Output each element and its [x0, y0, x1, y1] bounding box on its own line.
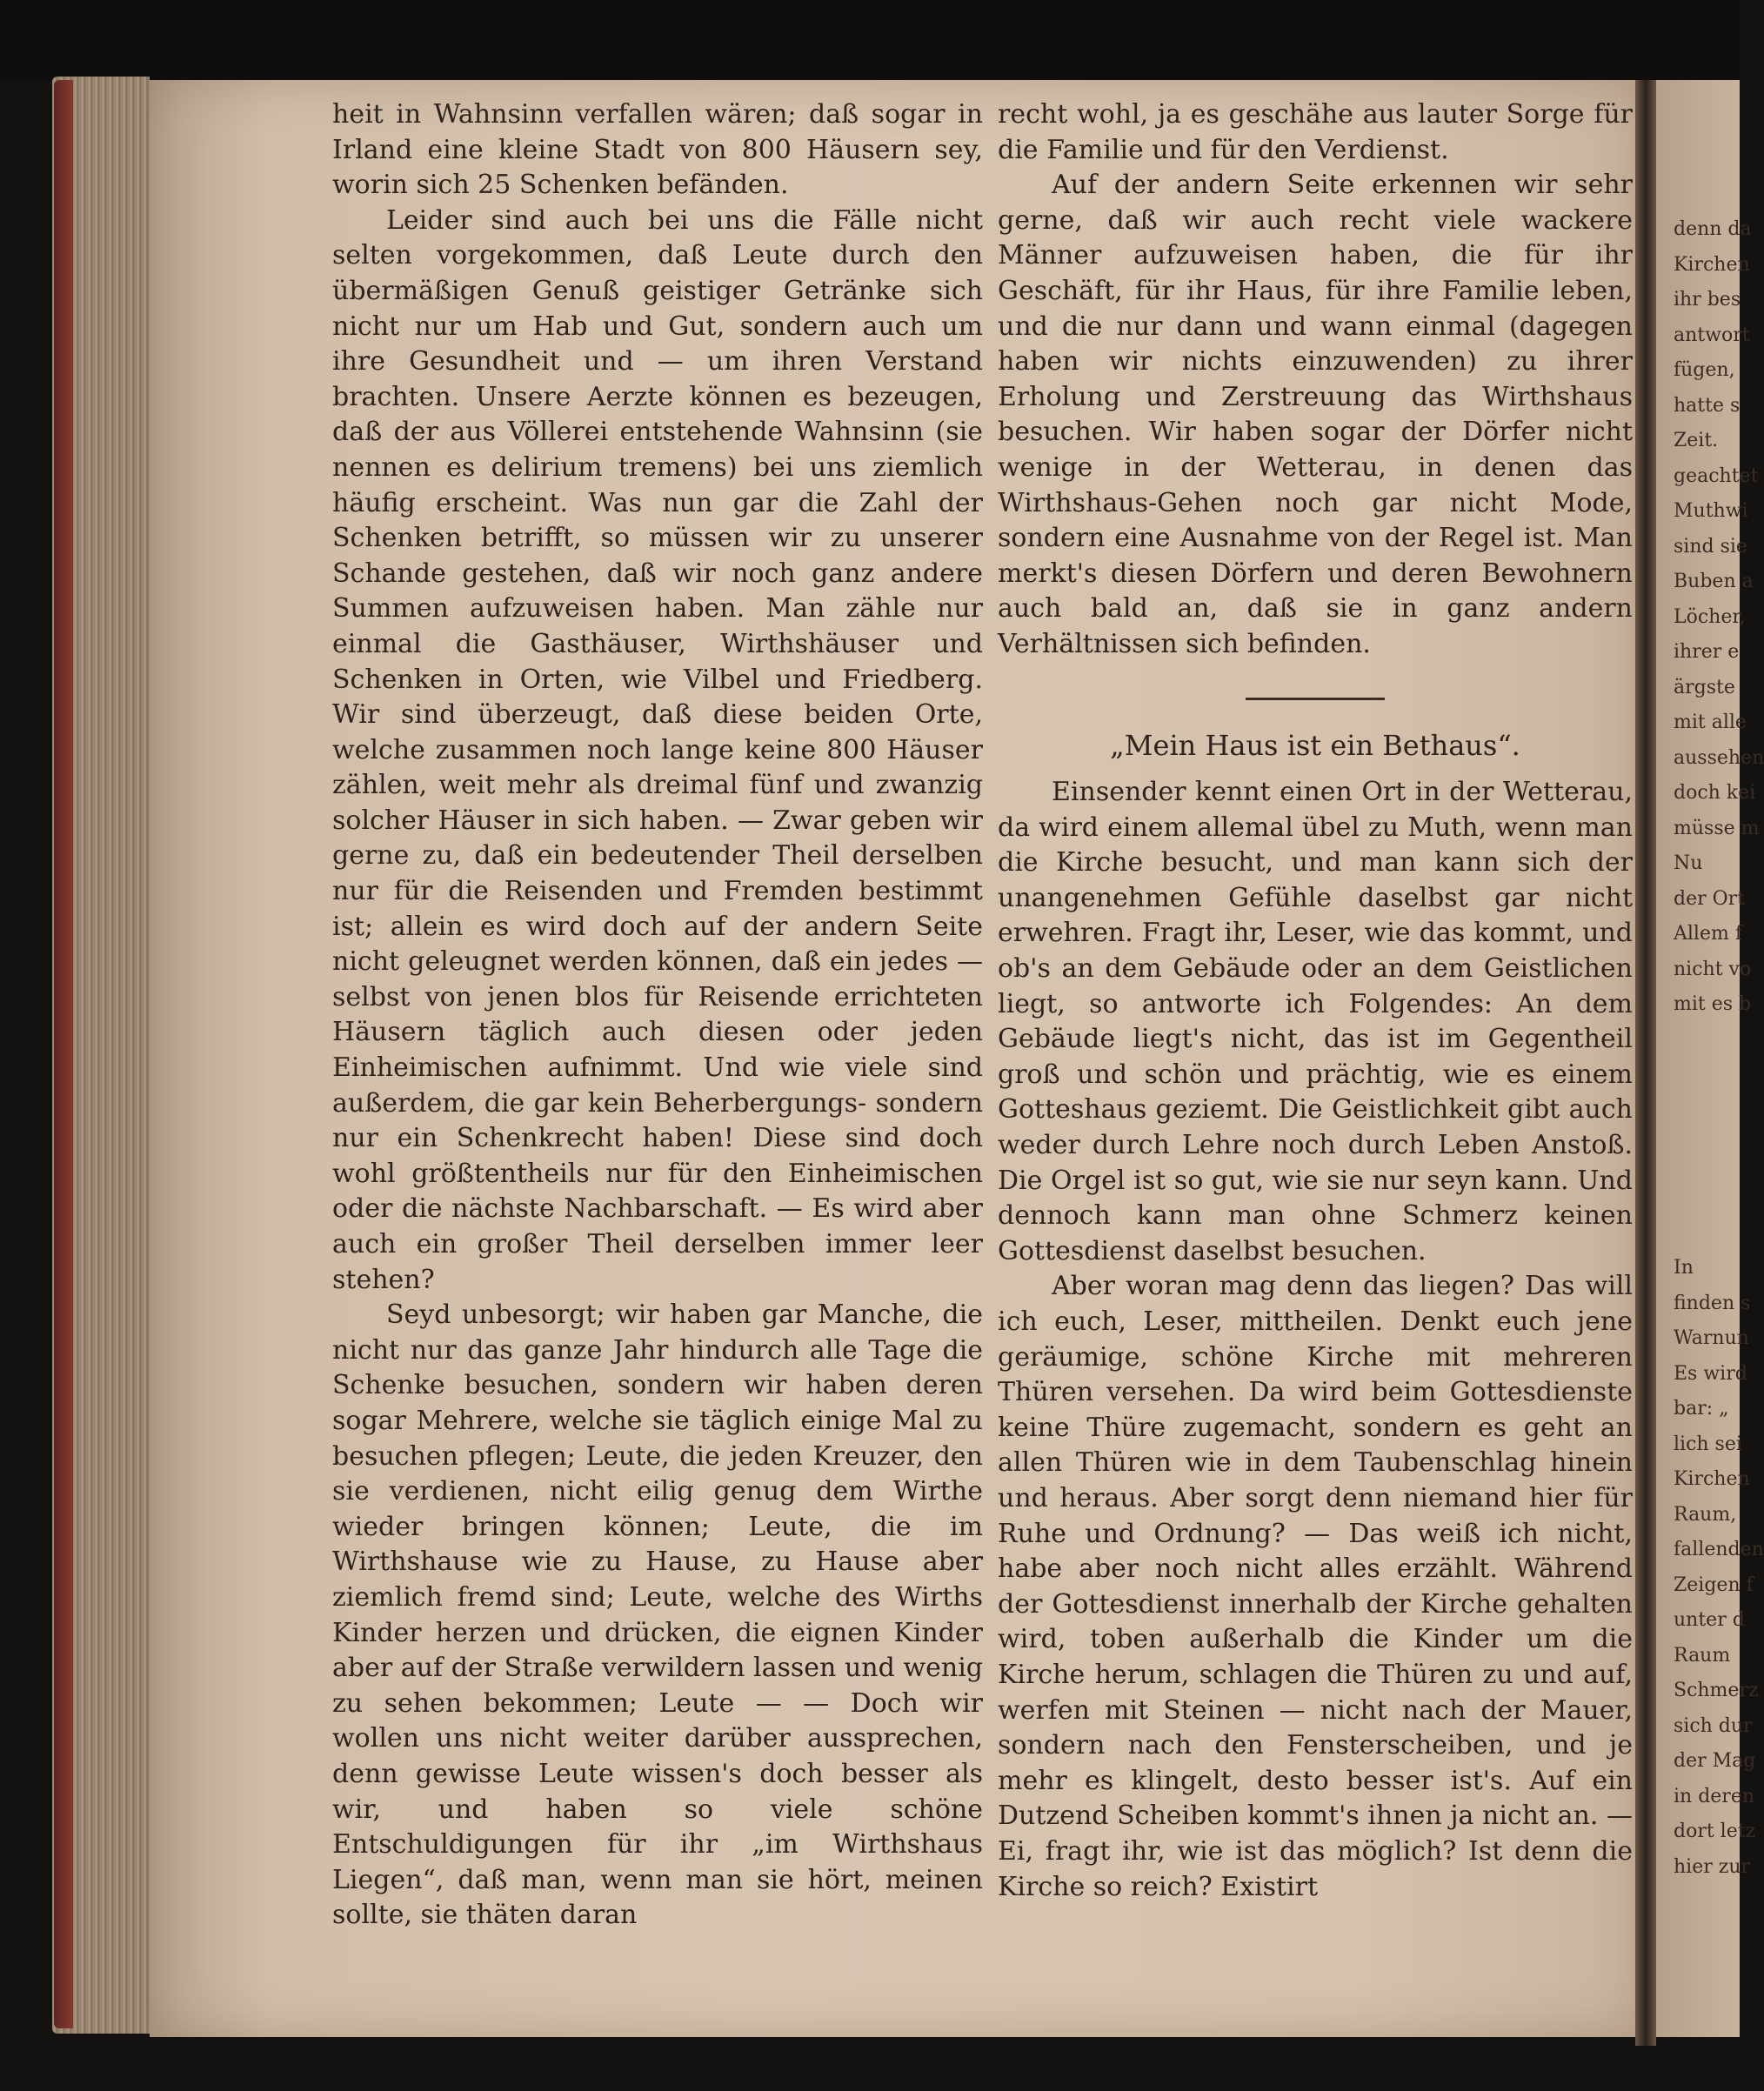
- facing-page-line: fügen,: [1674, 359, 1735, 381]
- book-edge-red-stain: [54, 80, 73, 2028]
- facing-page-line: Zeigen f: [1674, 1573, 1754, 1596]
- facing-page-line: sich dur: [1674, 1714, 1753, 1737]
- facing-page-line: In: [1674, 1257, 1694, 1279]
- facing-page-line: mit alle: [1674, 711, 1747, 733]
- facing-page-line: unter d: [1674, 1609, 1745, 1631]
- background-top: [0, 0, 1740, 80]
- facing-page-line: Muthwi: [1674, 500, 1748, 522]
- facing-page-line: Raum: [1674, 1644, 1731, 1667]
- paragraph: recht wohl, ja es geschähe aus lauter Sorge für die Familie und für den Verdienst.: [998, 99, 1633, 165]
- facing-page-line: ihrer e: [1674, 641, 1740, 663]
- facing-page-line: denn da: [1674, 218, 1752, 240]
- section-heading: „Mein Haus ist ein Bethaus“.: [1110, 728, 1520, 762]
- facing-page-line: Raum,: [1674, 1503, 1737, 1526]
- facing-page-line: aussehen: [1674, 746, 1764, 769]
- facing-page-line: finden s: [1674, 1292, 1751, 1314]
- paragraph: Aber woran mag denn das liegen? Das will ich euch, Leser, mittheilen. Denkt euch jene geräumige, schöne Kirche mit mehreren Thüren versehen. Da wird beim Gottesdienste keine Thüre zugemacht, sondern es geht an allen Thüren wie in dem Taubenschlag hinein und heraus. Aber sorgt denn niemand hier für Ruhe und Ordnung? — Das weiß ich nicht, habe aber noch nicht alles erzählt. Während der Gottesdienst innerhalb der Kirche gehalten wird, toben außerhalb die Kinder um die Kirche herum, schlagen die Thüren zu und auf, werfen mit Steinen — nicht nach der Mauer, sondern nach den Fensterscheiben, und je mehr es klingelt, desto besser ist's. Auf ein Dutzend Scheiben kommt's ihnen ja nicht an. — Ei, fragt ihr, wie ist das möglich? Ist denn die Kirche so reich? Existirt: [998, 1271, 1633, 1902]
- paragraph: Seyd unbesorgt; wir haben gar Manche, die nicht nur das ganze Jahr hindurch alle Tage die Schenke besuchen, sondern wir haben deren sogar Mehrere, welche sie täglich einige Mal zu besuchen pflegen; Leute, die jeden Kreuzer, den sie verdienen, nicht eilig genug dem Wirthe wieder bringen können; Leute, die im Wirthshause wie zu Hause, zu Hause aber ziemlich fremd sind; Leute, welche des Wirths Kinder herzen und drücken, die eignen Kinder aber auf der Straße verwildern lassen und wenig zu sehen bekommen; Leute — — Doch wir wollen uns nicht weiter darüber aussprechen, denn gewisse Leute wissen's doch besser als wir, und haben so viele schöne Entschuldigungen für ihr „im Wirthshaus Liegen“, daß man, wenn man sie hört, meinen sollte, sie thäten daran: [332, 1299, 983, 1931]
- facing-page-line: sind sie: [1674, 535, 1747, 558]
- facing-page-line: der Mag: [1674, 1750, 1756, 1772]
- paragraph: Auf der andern Seite erkennen wir sehr gerne, daß wir auch recht viele wackere Männer aufzuweisen haben, die für ihr Geschäft, für ihr Haus, für ihre Familie leben, und die nur dann und wann einmal (dagegen haben wir nichts einzuwenden) zu ihrer Erholung und Zerstreuung das Wirthshaus besuchen. Wir haben sogar der Dörfer nicht wenige in der Wetterau, in denen das Wirthshaus-Gehen noch gar nicht Mode, sondern eine Ausnahme von der Regel ist. Man merkt's diesen Dörfern und deren Bewohnern auch bald an, daß sie in ganz andern Verhältnissen sich befinden.: [998, 170, 1633, 659]
- paragraph: Einsender kennt einen Ort in der Wetterau, da wird einem allemal übel zu Muth, wenn man die Kirche besucht, und man kann sich der unangenehmen Gefühle daselbst gar nicht erwehren. Fragt ihr, Leser, wie das kommt, und ob's an dem Gebäude oder an dem Geistlichen liegt, so antworte ich Folgendes: An dem Gebäude liegt's nicht, das ist im Gegentheil groß und schön und prächtig, wie es einem Gotteshaus geziemt. Die Geistlichkeit gibt auch weder durch Lehre noch durch Leben Anstoß. Die Orgel ist so gut, wie sie nur seyn kann. Und dennoch kann man ohne Schmerz keinen Gottesdienst daselbst besuchen.: [998, 777, 1633, 1266]
- right-text-column: [998, 97, 1633, 1905]
- facing-page-line: Allem f: [1674, 923, 1742, 945]
- facing-page-line: nicht vo: [1674, 958, 1752, 980]
- facing-page-line: müsse m: [1674, 817, 1760, 839]
- facing-page-text-upper: [1674, 212, 1764, 1023]
- facing-page-line: fallenden: [1674, 1539, 1764, 1560]
- facing-page-line: Nu: [1674, 852, 1703, 874]
- facing-page-line: der Ort: [1674, 887, 1746, 910]
- facing-page-line: hatte s: [1674, 394, 1741, 417]
- facing-page-text-lower: [1674, 1251, 1764, 1885]
- facing-page-line: geachtet: [1674, 464, 1759, 487]
- facing-page-line: Kirchen: [1674, 1468, 1750, 1490]
- facing-page-line: Löcher,: [1674, 605, 1746, 628]
- facing-page-line: hier zur: [1674, 1855, 1751, 1878]
- facing-page-line: Es wird: [1674, 1362, 1747, 1385]
- facing-page-line: mit es b: [1674, 993, 1752, 1015]
- facing-page-line: antwort: [1674, 324, 1750, 346]
- facing-page-line: Warnun: [1674, 1327, 1749, 1349]
- paragraph: Leider sind auch bei uns die Fälle nicht selten vorgekommen, daß Leute durch den übermäßigen Genuß geistiger Getränke sich nicht nur um Hab und Gut, sondern auch um ihre Gesundheit und — um ihren Verstand brachten. Unsere Aerzte können es bezeugen, daß der aus Völlerei entstehende Wahnsinn (sie nennen es delirium tremens) bei uns ziemlich häufig erscheint. Was nun gar die Zahl der Schenken betrifft, so müssen wir zu unserer Schande gestehen, daß wir noch ganz andere Summen aufzuweisen haben. Man zähle nur einmal die Gasthäuser, Wirthshäuser und Schenken in Orten, wie Vilbel und Friedberg. Wir sind überzeugt, daß diese beiden Orte, welche zusammen noch lange keine 800 Häuser zählen, weit mehr als dreimal fünf und zwanzig solcher Häuser in sich haben. — Zwar geben wir gerne zu, daß ein bedeutender Theil derselben nur für die Reisenden und Fremden bestimmt ist; allein es wird doch auf der andern Seite nicht geleugnet werden können, daß ein jedes — selbst von jenen blos für Reisende errichteten Häusern täglich auch diesen oder jeden Einheimischen aufnimmt. Und wie viele sind außerdem, die gar kein Beherbergungs- sondern nur ein Schenkrecht haben! Diese sind doch wohl größtentheils nur für den Einheimischen oder die nächste Nachbarschaft. — Es wird aber auch ein großer Theil derselben immer leer stehen?: [332, 204, 983, 1295]
- facing-page-line: ihr bes: [1674, 289, 1741, 311]
- left-text-column: [332, 97, 983, 1934]
- paragraph: heit in Wahnsinn verfallen wären; daß sogar in Irland eine kleine Stadt von 800 Häusern sey, worin sich 25 Schenken befänden.: [332, 99, 983, 201]
- facing-page-line: lich sei: [1674, 1433, 1742, 1455]
- book-gutter: [1635, 80, 1656, 2046]
- facing-page-line: doch kei: [1674, 782, 1756, 804]
- facing-page-line: bar: „: [1674, 1398, 1729, 1420]
- facing-page-line: dort letz: [1674, 1820, 1756, 1842]
- facing-page-line: Zeit.: [1674, 430, 1719, 451]
- facing-page-line: Schmerz: [1674, 1680, 1759, 1701]
- facing-page-line: in deren: [1674, 1785, 1755, 1807]
- facing-page-line: ärgste: [1674, 676, 1735, 698]
- section-divider: [1246, 698, 1385, 700]
- facing-page-line: Buben a: [1674, 571, 1754, 592]
- facing-page-line: Kirchen: [1674, 253, 1750, 276]
